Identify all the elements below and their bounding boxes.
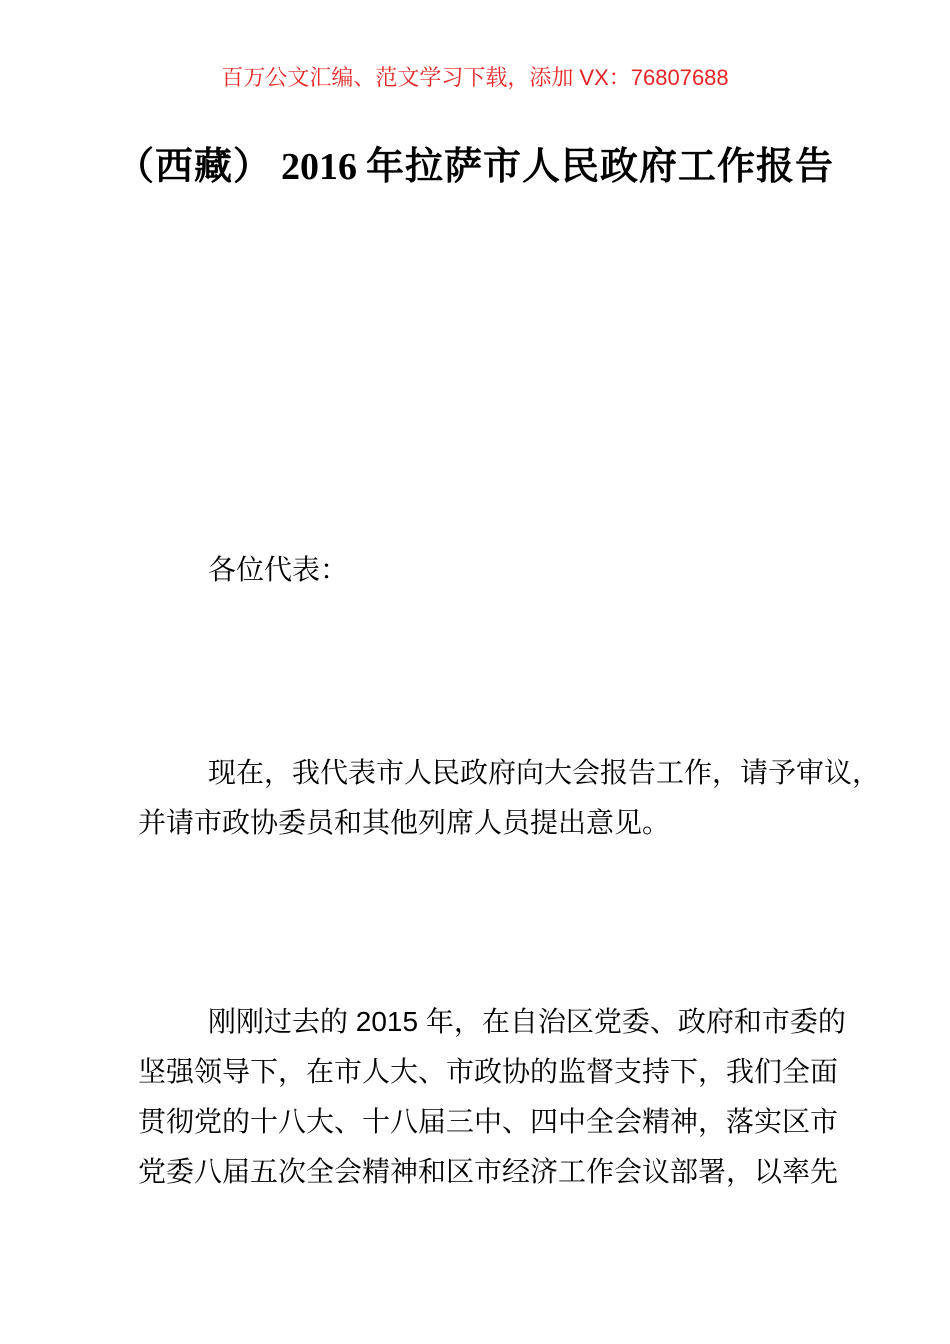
salutation-text: 各位代表： (208, 554, 349, 585)
text-line: 刚刚过去的 2015 年，在自治区党委、政府和市委的 (208, 1006, 846, 1037)
text-line: 坚强领导下，在市人大、市政协的监督支持下，我们全面 (138, 1056, 839, 1087)
title-part2: 年拉萨市人民政府工作报告 (366, 146, 835, 188)
text-line: 并请市政协委员和其他列席人员提出意见。 (138, 807, 671, 838)
title-year: 2016 (281, 146, 357, 188)
paragraph-2 (138, 997, 846, 1197)
title-part1: （西藏） (115, 146, 272, 188)
document-title (0, 140, 950, 194)
text-line: 贯彻党的十八大、十八届三中、四中全会精神，落实区市 (138, 1106, 839, 1137)
salutation-paragraph (138, 545, 820, 595)
promo-banner: 百万公文汇编、范文学习下载，添加 VX：76807688 (221, 65, 729, 90)
paragraph-1 (138, 748, 881, 848)
text-line: 党委八届五次全会精神和区市经济工作会议部署，以率先 (138, 1156, 839, 1187)
text-line: 现在，我代表市人民政府向大会报告工作，请予审议， (208, 757, 881, 788)
